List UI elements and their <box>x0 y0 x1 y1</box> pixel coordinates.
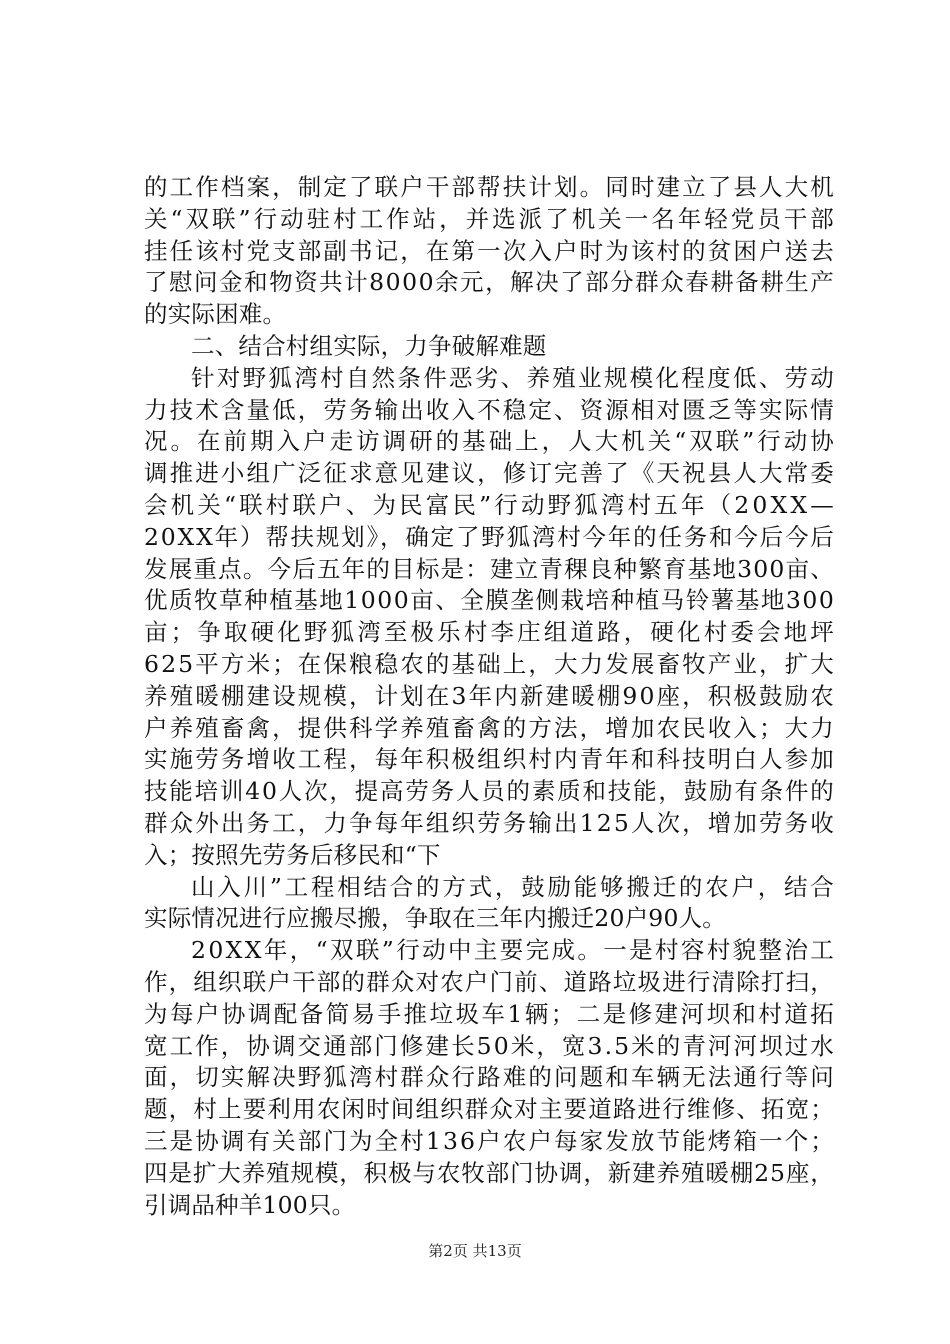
text-line: 三是协调有关部门为全村136户农户每家发放节能烤箱一个； <box>144 1126 836 1155</box>
text-line: 入；按照先劳务后移民和“下 <box>144 840 441 869</box>
text-line: 的工作档案，制定了联户干部帮扶计划。同时建立了县人大机 <box>144 173 836 201</box>
text-line: 题，村上要利用农闲时间组织群众对主要道路进行维修、拓宽； <box>144 1095 835 1124</box>
text-line: 会机关“联村联户、为民富民”行动野狐湾村五年（20XX— <box>144 490 837 519</box>
text-line: 优质牧草种植基地1000亩、全膜垄侧栽培种植马铃薯基地300 <box>144 586 836 615</box>
text-line: 20XX年）帮扶规划》，确定了野狐湾村今年的任务和今后今后 <box>144 522 836 551</box>
text-line: 625平方米；在保粮稳农的基础上，大力发展畜牧产业，扩大 <box>144 649 836 678</box>
text-line: 亩；争取硬化野狐湾至极乐村李庄组道路，硬化村委会地坪 <box>144 618 837 647</box>
text-line: 面，切实解决野狐湾村群众行路难的问题和车辆无法通行等问 <box>144 1063 836 1092</box>
text-line: 引调品种羊100只。 <box>144 1190 356 1219</box>
text-line: 为每户协调配备简易手推垃圾车1辆；二是修建河坝和村道拓 <box>144 999 837 1028</box>
text-line: 宽工作，协调交通部门修建长50米，宽3.5米的青河河坝过水 <box>144 1031 836 1060</box>
text-line: 户养殖畜禽，提供科学养殖畜禽的方法，增加农民收入；大力 <box>144 713 836 742</box>
text-line: 力技术含量低，劳务输出收入不稳定、资源相对匮乏等实际情 <box>144 395 836 424</box>
text-line: 实施劳务增收工程，每年积极组织村内青年和科技明白人参加 <box>144 745 836 774</box>
text-line: 发展重点。今后五年的目标是：建立青稞良种繁育基地300亩、 <box>144 554 836 583</box>
text-line: 的实际困难。 <box>144 300 287 329</box>
text-line: 了慰问金和物资共计8000余元，解决了部分群众春耕备耕生产 <box>144 268 836 297</box>
text-line: 20XX年，“双联”行动中主要完成。一是村容村貌整治工 <box>191 936 837 965</box>
text-line: 山入川”工程相结合的方式，鼓励能够搬迁的农户，结合 <box>191 872 837 901</box>
text-line: 调推进小组广泛征求意见建议，修订完善了《天祝县人大常委 <box>144 459 836 488</box>
text-line: 群众外出务工，力争每年组织劳务输出125人次，增加劳务收 <box>144 808 836 837</box>
text-line: 挂任该村党支部副书记，在第一次入户时为该村的贫困户送去 <box>144 236 836 265</box>
text-line: 技能培训40人次，提高劳务人员的素质和技能，鼓励有条件的 <box>144 777 836 806</box>
text-line: 四是扩大养殖规模，积极与农牧部门协调，新建养殖暖棚25座， <box>144 1158 835 1187</box>
text-line: 作，组织联户干部的群众对农户门前、道路垃圾进行清除打扫， <box>144 967 835 996</box>
text-line: 况。在前期入户走访调研的基础上，人大机关“双联”行动协 <box>144 427 837 456</box>
document-body <box>144 172 837 1221</box>
text-line: 关“双联”行动驻村工作站，并选派了机关一名年轻党员干部 <box>144 204 837 233</box>
text-line: 针对野狐湾村自然条件恶劣、养殖业规模化程度低、劳动 <box>191 363 837 392</box>
text-line: 二、结合村组实际，力争破解难题 <box>191 331 547 360</box>
text-line: 实际情况进行应搬尽搬，争取在三年内搬迁20户90人。 <box>144 904 727 933</box>
text-line: 养殖暖棚建设规模，计划在3年内新建暖棚90座，积极鼓励农 <box>144 681 836 710</box>
page-footer: 第2页 共13页 <box>428 1242 522 1260</box>
